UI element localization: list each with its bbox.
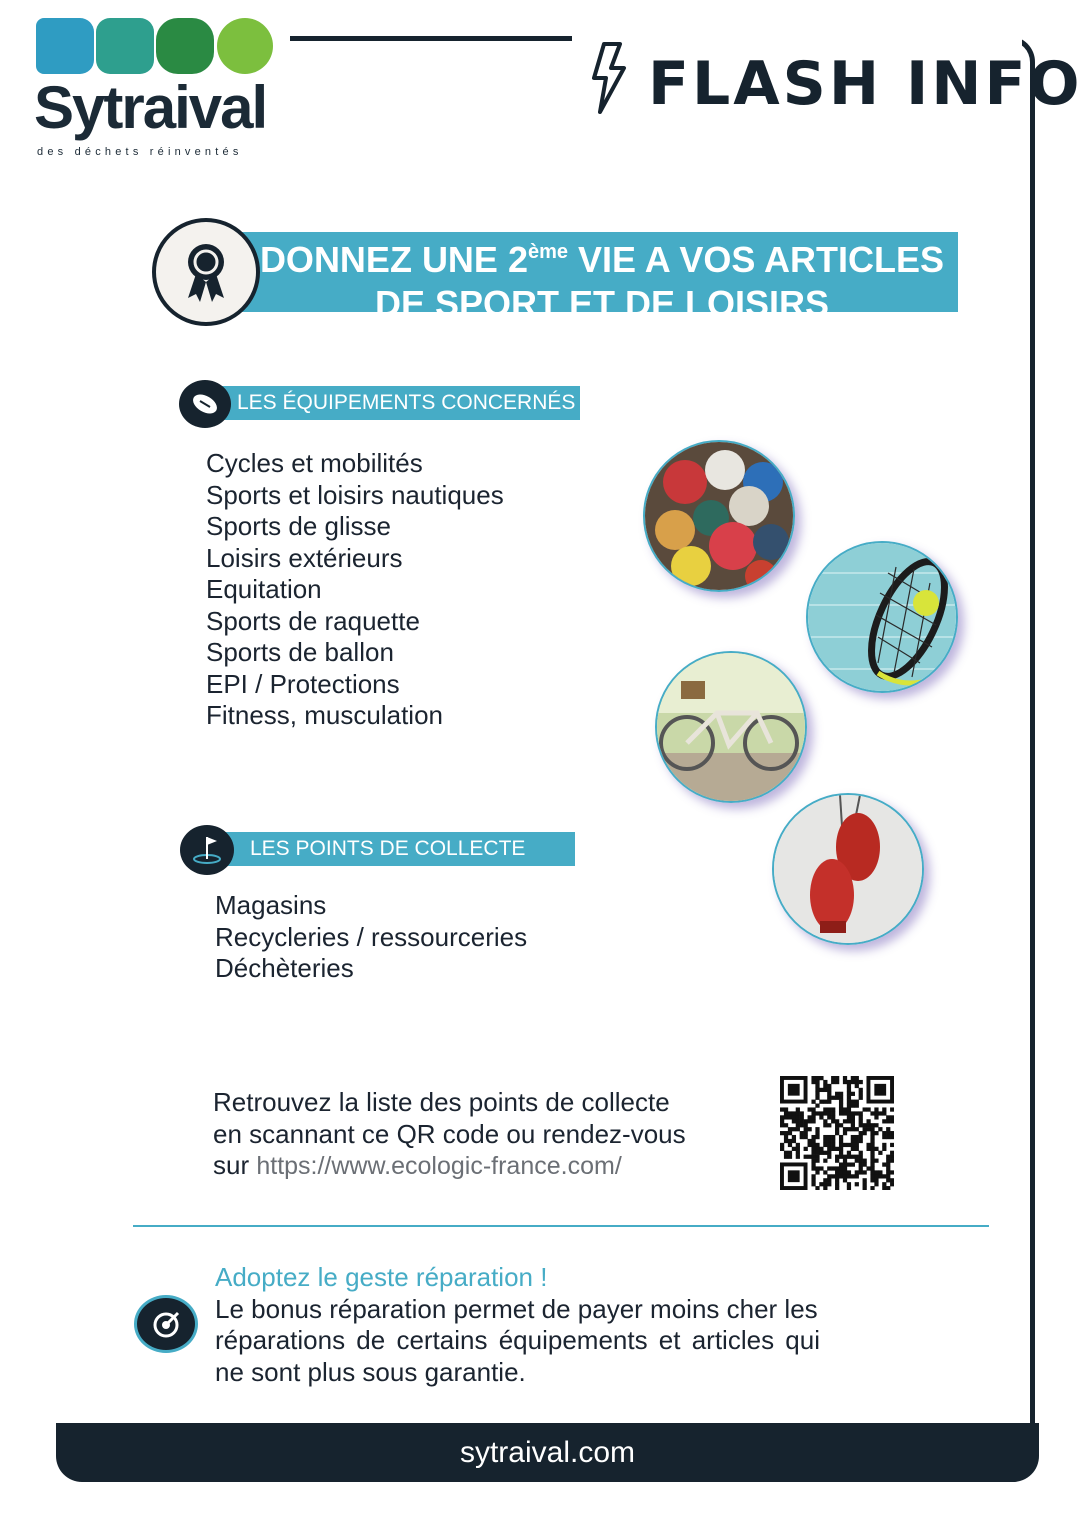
list-item: Déchèteries [215, 953, 354, 983]
footer-site-link[interactable]: sytraival.com [459, 1436, 636, 1469]
collecte-heading: LES POINTS DE COLLECTE [250, 837, 526, 860]
logo-color-blocks [36, 18, 276, 76]
list-item: EPI / Protections [206, 668, 400, 699]
tennis-photo [806, 541, 958, 693]
repair-heading: Adoptez le geste réparation ! [215, 1262, 548, 1292]
target-icon [137, 1298, 195, 1350]
flash-info-title: FLASH INFO [648, 49, 1083, 119]
logo-name: Sytraival [34, 74, 267, 141]
rugby-ball-icon [179, 380, 231, 428]
golf-badge [180, 825, 234, 875]
logo-tagline: des déchets réinventés [37, 146, 243, 158]
list-item: Cycles et mobilités [206, 448, 423, 478]
list-item: Sports et loisirs nautiques [206, 479, 504, 510]
divider [133, 1225, 989, 1227]
qr-text: Retrouvez la liste des points de collecte en scannant ce QR code ou rendez-vous sur https://www.ecologic-france.com/ [213, 1087, 686, 1180]
list-item: Recycleries / ressourceries [215, 921, 528, 952]
list-item: Sports de ballon [206, 637, 394, 667]
bicycle-photo [655, 651, 807, 803]
lightning-icon [590, 42, 630, 114]
ball-badge [179, 380, 231, 428]
equipements-heading: LES ÉQUIPEMENTS CONCERNÉS [237, 391, 576, 414]
equipements-list [206, 448, 504, 732]
list-item: Equitation [206, 574, 322, 604]
repair-text: Adoptez le geste réparation ! Le bonus réparation permet de payer moins cher les réparations de certains équipements et articles qui ne sont plus sous garantie. [215, 1262, 820, 1387]
list-item: Sports de raquette [206, 605, 420, 636]
list-item: Magasins [215, 890, 327, 920]
medal-badge [152, 218, 260, 326]
ecologic-link[interactable]: https://www.ecologic-france.com/ [256, 1152, 622, 1180]
list-item: Loisirs extérieurs [206, 542, 403, 573]
medal-icon [156, 222, 256, 322]
page-title: DONNEZ UNE 2ème VIE A VOS ARTICLES DE SPORT ET DE LOISIRS [259, 239, 945, 324]
target-badge [134, 1295, 198, 1353]
golf-flag-icon [180, 825, 234, 875]
qr-code[interactable] [780, 1076, 894, 1190]
boxing-gloves-photo [772, 793, 924, 945]
list-item: Sports de glisse [206, 511, 391, 541]
collecte-list [215, 890, 527, 985]
list-item: Fitness, musculation [206, 700, 443, 730]
balls-photo [643, 440, 795, 592]
